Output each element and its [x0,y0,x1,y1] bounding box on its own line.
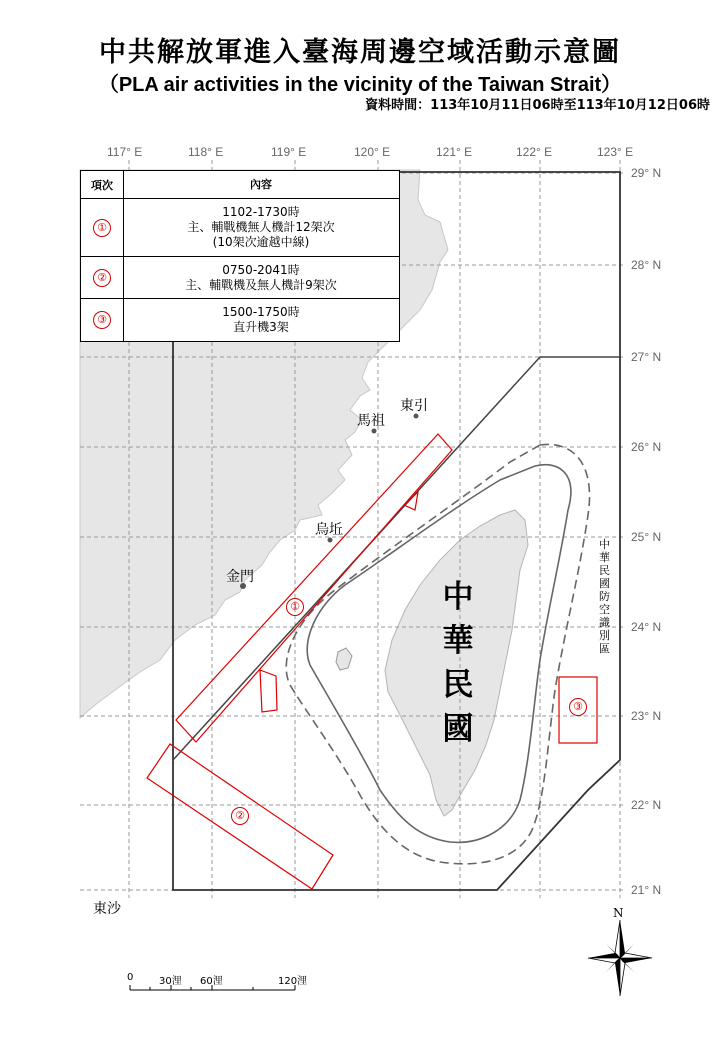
row-1-time: 1102-1730時 [222,205,300,219]
penghu-islands [336,648,352,670]
place-dongsha: 東沙 [93,901,121,917]
map-title: 中共解放軍進入臺海周邊空域活動示意圖 [99,37,621,68]
scale-label-60: 60浬 [200,976,223,987]
table-header-row [81,171,399,199]
lon-label-121: 121° E [436,145,473,159]
data-time: 資料時間：113年10月11日06時至113年10月12日06時 [365,98,710,113]
row-1-desc: 主、輔戰機無人機計12架次 [187,220,335,234]
row-2-desc: 主、輔戰機及無人機計9架次 [185,277,337,292]
lat-label-28: 28° N [631,258,662,272]
north-label: N [613,906,624,920]
zone-1-marker: ① [286,598,304,616]
lon-label-122: 122° E [516,145,553,159]
lon-label-117: 117° E [107,145,143,159]
row-3-time: 1500-1750時 [222,305,300,319]
zone-2-marker: ② [231,807,249,825]
zone-marker-3: ③ [93,311,111,329]
adiz-label: 中華民國防空識別區 [599,538,610,655]
lon-label-120: 120° E [354,145,391,159]
lon-label-118: 118° E [188,145,224,159]
lat-label-21: 21° N [631,883,662,897]
table-header-item: 項次 [81,171,124,198]
zone-marker-2: ② [93,269,111,287]
table-row [81,257,399,299]
row-2-time: 0750-2041時 [222,262,300,277]
scale-label-120: 120浬 [278,976,308,987]
lat-label-26: 26° N [631,440,662,454]
zone-marker-1: ① [93,219,111,237]
lat-label-27: 27° N [631,350,662,364]
lon-label-119: 119° E [271,145,307,159]
place-dongyin: 東引 [400,398,428,414]
lat-label-22: 22° N [631,798,662,812]
place-kinmen: 金門 [226,569,254,585]
lat-label-24: 24° N [631,620,662,634]
lat-label-25: 25° N [631,530,662,544]
table-row [81,199,399,257]
zone-3-marker: ③ [569,698,587,716]
row-3-desc: 直升機3架 [233,320,289,334]
lat-label-29: 29° N [631,166,662,180]
lat-label-23: 23° N [631,709,662,723]
scale-label-30: 30浬 [159,976,182,987]
place-matsu: 馬祖 [357,413,385,429]
map-subtitle: （PLA air activities in the vicinity of the Taiwan Strait） [98,74,622,96]
row-1-note: (10架次逾越中線) [212,235,310,249]
table-row [81,299,399,341]
table-header-content: 內容 [250,178,272,191]
place-wuqiu: 烏坵 [315,522,343,538]
activity-table [80,170,400,342]
scale-label-0: 0 [127,972,134,983]
lon-label-123: 123° E [597,145,634,159]
roc-label: 中 華 民 國 [442,579,474,747]
compass-rose [588,920,652,996]
